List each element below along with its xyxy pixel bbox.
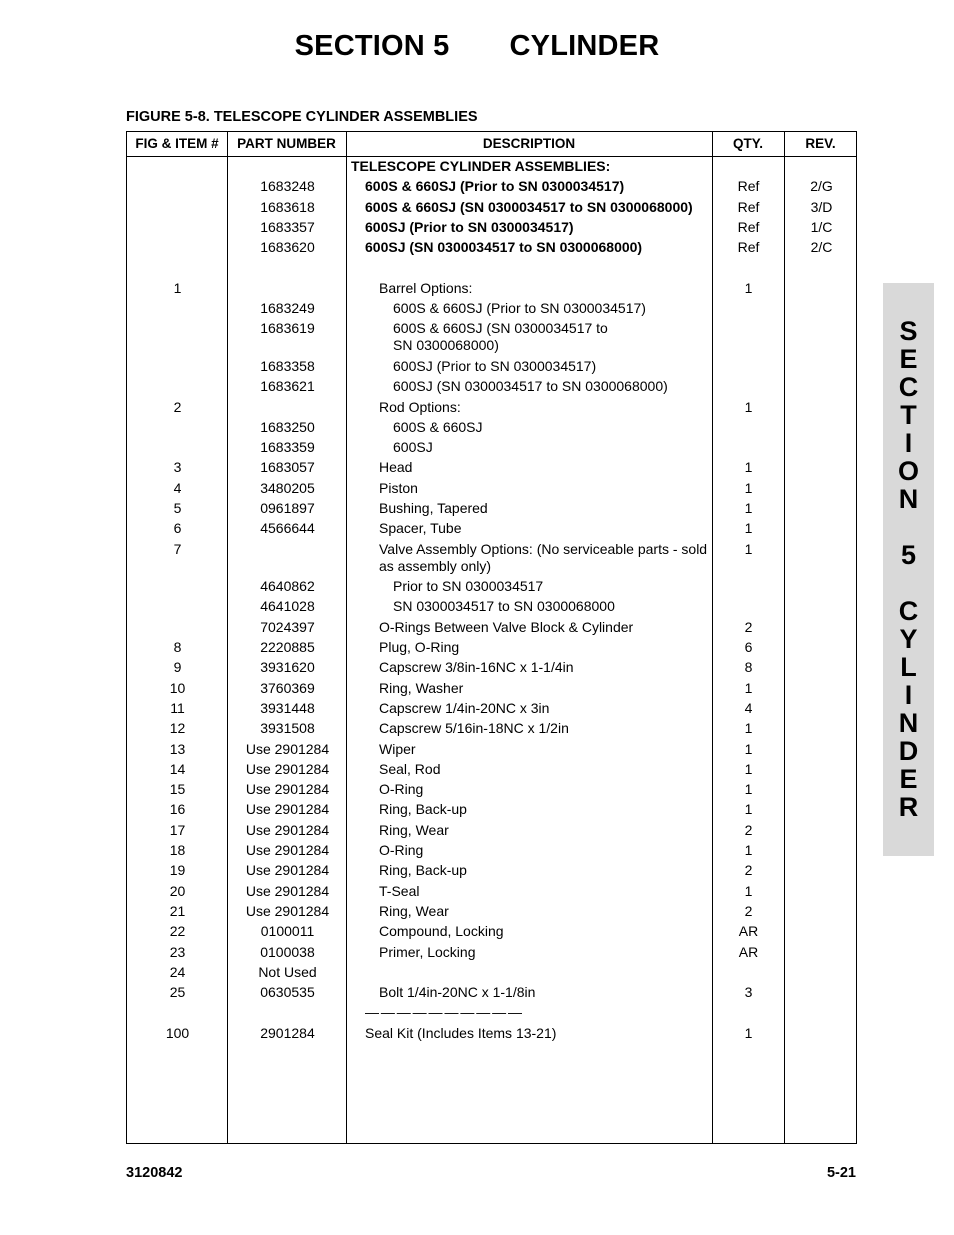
description-line: Ring, Back-up — [379, 862, 467, 879]
description-cell — [351, 219, 725, 236]
table-row — [127, 619, 856, 639]
description-cell — [351, 944, 739, 961]
part-number-cell: Use 2901284 — [245, 821, 330, 838]
col-header-fig: FIG & ITEM # — [135, 136, 219, 151]
qty-cell: 2 — [744, 821, 753, 838]
part-number-cell: Use 2901284 — [245, 740, 330, 757]
table-row — [127, 219, 856, 239]
description-line: Spacer, Tube — [379, 520, 462, 537]
side-tab-letter: E — [899, 764, 918, 794]
page-title — [0, 30, 954, 63]
qty-cell: 1 — [744, 842, 753, 858]
table-row — [127, 639, 856, 659]
qty-cell: AR — [738, 943, 759, 960]
part-number-cell: 3760369 — [260, 679, 315, 696]
table-row — [127, 700, 856, 720]
description-line: T-Seal — [379, 882, 420, 899]
rev-cell: 2/G — [810, 178, 833, 195]
table-row — [127, 358, 856, 378]
part-number-cell: 0961897 — [260, 500, 315, 516]
description-line: Capscrew 5/16in-18NC x 1/2in — [379, 720, 569, 737]
fig-item-cell: 18 — [169, 842, 186, 858]
part-number-cell: 0100011 — [260, 923, 315, 940]
description-cell — [351, 520, 739, 537]
description-line: 600S & 660SJ (SN 0300034517 to — [393, 320, 608, 337]
side-tab-letter: N — [898, 708, 919, 738]
fig-item-cell: 4 — [173, 479, 182, 496]
table-row — [127, 378, 856, 398]
table-row — [127, 480, 856, 500]
table-row — [127, 903, 856, 923]
fig-item-cell: 6 — [173, 520, 182, 537]
qty-cell: AR — [738, 923, 759, 940]
side-tab-letter: Y — [899, 624, 918, 654]
description-cell — [351, 239, 725, 256]
description-line: Capscrew 1/4in-20NC x 3in — [379, 699, 550, 716]
fig-item-cell: 16 — [169, 801, 186, 818]
qty-cell: Ref — [737, 218, 760, 235]
page-number: 5-21 — [826, 1165, 856, 1181]
qty-cell: 1 — [744, 479, 753, 496]
description-line: Ring, Wear — [379, 902, 449, 919]
description-cell — [351, 619, 739, 636]
side-tab-letter: S — [899, 316, 918, 346]
qty-cell: 1 — [744, 500, 753, 516]
rev-cell: 3/D — [810, 198, 833, 215]
side-tab-letter: 5 — [900, 540, 917, 570]
part-number-cell: Use 2901284 — [245, 882, 330, 899]
description-cell — [351, 741, 739, 758]
side-tab-letter: L — [900, 652, 917, 682]
parts-table — [126, 131, 857, 1144]
qty-cell: 1 — [744, 679, 753, 696]
fig-item-cell: 24 — [169, 963, 186, 980]
part-number-cell: Use 2901284 — [245, 801, 330, 818]
qty-cell: 1 — [744, 459, 753, 476]
table-row — [127, 822, 856, 842]
qty-cell: Ref — [737, 178, 760, 195]
part-number-cell: 1683620 — [260, 239, 315, 256]
part-number-cell: Use 2901284 — [245, 862, 330, 879]
part-number-cell: 1683358 — [260, 357, 315, 374]
qty-cell: 2 — [744, 862, 753, 879]
description-cell — [351, 578, 753, 595]
description-cell — [351, 659, 739, 676]
table-row — [127, 741, 856, 761]
description-line: 600SJ (Prior to SN 0300034517) — [393, 357, 597, 374]
description-line: Bolt 1/4in-20NC x 1-1/8in — [379, 984, 536, 1001]
table-row — [127, 178, 856, 198]
description-cell — [351, 280, 739, 297]
description-line: Compound, Locking — [379, 923, 504, 940]
description-line: Capscrew 3/8in-16NC x 1-1/4in — [379, 659, 574, 676]
table-row — [127, 944, 856, 964]
description-line: 600SJ — [393, 439, 433, 456]
table-row — [127, 280, 856, 300]
description-cell — [351, 822, 739, 839]
description-line: Piston — [379, 479, 418, 496]
description-cell — [351, 158, 711, 175]
description-line: SN 0300068000) — [393, 337, 499, 354]
part-number-cell: 0630535 — [260, 984, 315, 1001]
table-row — [127, 320, 856, 358]
table-row — [127, 419, 856, 439]
description-line: 600S & 660SJ (Prior to SN 0300034517) — [393, 300, 646, 317]
description-line: O-Rings Between Valve Block & Cylinder — [379, 618, 634, 635]
description-line: — — — — — — — — — — — [365, 1004, 522, 1021]
description-cell — [351, 1025, 725, 1042]
description-line: 600S & 660SJ — [393, 418, 483, 435]
description-line: Prior to SN 0300034517 — [393, 578, 544, 595]
description-cell — [351, 378, 753, 395]
table-row — [127, 862, 856, 882]
fig-item-cell: 14 — [169, 760, 186, 777]
description-cell — [351, 842, 739, 859]
description-line: Ring, Wear — [379, 821, 449, 838]
part-number-cell: Use 2901284 — [245, 842, 330, 858]
description-cell — [351, 1004, 725, 1021]
side-tab-letter: C — [898, 596, 919, 626]
description-line: 600SJ (Prior to SN 0300034517) — [365, 218, 574, 235]
description-line: Bushing, Tapered — [379, 500, 488, 516]
side-tab-letter: O — [897, 456, 919, 486]
part-number-cell: Use 2901284 — [245, 760, 330, 777]
qty-cell: 3 — [744, 984, 753, 1001]
description-cell — [351, 700, 739, 717]
part-number-cell: 1683621 — [260, 378, 315, 395]
description-line: TELESCOPE CYLINDER ASSEMBLIES: — [351, 158, 611, 174]
figure-title: FIGURE 5-8. TELESCOPE CYLINDER ASSEMBLIES — [126, 109, 478, 125]
description-cell — [351, 639, 739, 656]
part-number-cell: 4640862 — [260, 578, 315, 595]
side-tab-letter: E — [899, 344, 918, 374]
description-cell — [351, 761, 739, 778]
description-cell — [351, 883, 739, 900]
description-line: SN 0300034517 to SN 0300068000 — [393, 598, 615, 615]
part-number-cell: 1683619 — [260, 320, 315, 337]
table-row — [127, 801, 856, 821]
qty-cell: 2 — [744, 618, 753, 635]
table-row — [127, 598, 856, 618]
fig-item-cell: 25 — [169, 984, 186, 1001]
table-row — [127, 964, 856, 984]
description-cell — [351, 903, 739, 920]
part-number-cell: Not Used — [258, 963, 317, 980]
description-line: 600SJ (SN 0300034517 to SN 0300068000) — [393, 378, 668, 395]
description-line: O-Ring — [379, 781, 424, 798]
description-cell — [351, 399, 739, 416]
side-tab-letter: C — [898, 372, 919, 402]
fig-item-cell: 17 — [169, 821, 186, 838]
fig-item-cell: 3 — [173, 459, 182, 476]
description-line: Barrel Options: — [379, 279, 473, 296]
qty-cell: Ref — [737, 239, 760, 256]
part-number-cell: 1683618 — [260, 198, 315, 215]
table-row — [127, 520, 856, 540]
table-row — [127, 199, 856, 219]
fig-item-cell: 2 — [173, 398, 182, 415]
doc-number: 3120842 — [126, 1165, 183, 1181]
part-number-cell: Use 2901284 — [245, 902, 330, 919]
fig-item-cell: 5 — [173, 500, 182, 516]
description-line: Ring, Back-up — [379, 801, 467, 818]
table-row — [127, 842, 856, 862]
qty-cell: 4 — [744, 699, 753, 716]
description-cell — [351, 199, 725, 216]
qty-cell: 1 — [744, 1024, 753, 1041]
description-cell — [351, 320, 753, 354]
table-row — [127, 984, 856, 1004]
fig-item-cell: 8 — [173, 639, 182, 655]
part-number-cell: 7024397 — [260, 618, 315, 635]
description-line: O-Ring — [379, 842, 424, 858]
qty-cell: Ref — [737, 198, 760, 215]
description-line: Rod Options: — [379, 398, 461, 415]
table-row — [127, 923, 856, 943]
qty-cell: 1 — [744, 801, 753, 818]
table-row — [127, 399, 856, 419]
description-cell — [351, 300, 753, 317]
description-cell — [351, 419, 753, 436]
part-number-cell: 3480205 — [260, 479, 315, 496]
description-line: Ring, Washer — [379, 679, 464, 696]
fig-item-cell: 7 — [173, 540, 182, 557]
side-tab-letter: R — [898, 792, 919, 822]
qty-cell: 1 — [744, 740, 753, 757]
table-row — [127, 659, 856, 679]
qty-cell: 1 — [744, 540, 753, 557]
description-line: Head — [379, 459, 413, 476]
fig-item-cell: 21 — [169, 902, 186, 919]
table-row — [127, 578, 856, 598]
section-number: SECTION 5 — [294, 30, 450, 62]
fig-item-cell: 19 — [169, 862, 186, 879]
description-line: Seal Kit (Includes Items 13-21) — [365, 1024, 557, 1041]
description-line: 600S & 660SJ (SN 0300034517 to SN 0300068000) — [365, 198, 693, 215]
part-number-cell: 3931620 — [260, 659, 315, 676]
description-cell — [351, 781, 739, 798]
qty-cell: 2 — [744, 902, 753, 919]
section-side-tab — [883, 283, 934, 856]
side-tab-letter: N — [898, 484, 919, 514]
fig-item-cell: 15 — [169, 781, 186, 798]
table-row — [127, 781, 856, 801]
qty-cell: 8 — [744, 659, 753, 676]
fig-item-cell: 23 — [169, 943, 186, 960]
description-cell — [351, 801, 739, 818]
col-header-rev: REV. — [805, 136, 836, 151]
table-row — [127, 761, 856, 781]
fig-item-cell: 10 — [169, 679, 186, 696]
table-row — [127, 158, 856, 178]
table-row — [127, 1004, 856, 1024]
description-cell — [351, 459, 739, 476]
qty-cell: 1 — [744, 760, 753, 777]
rev-cell: 1/C — [810, 218, 833, 235]
description-cell — [351, 598, 753, 615]
description-line: Plug, O-Ring — [379, 639, 460, 655]
table-row — [127, 459, 856, 479]
side-tab-letter: I — [904, 680, 913, 710]
part-number-cell: 1683250 — [260, 418, 315, 435]
description-cell — [351, 439, 753, 456]
col-header-part: PART NUMBER — [237, 136, 336, 151]
table-row — [127, 680, 856, 700]
side-tab-letter: T — [900, 400, 917, 430]
fig-item-cell: 22 — [169, 923, 186, 940]
description-cell — [351, 923, 739, 940]
table-row — [127, 439, 856, 459]
description-line: Primer, Locking — [379, 943, 476, 960]
description-line: 600S & 660SJ (Prior to SN 0300034517) — [365, 178, 625, 195]
part-number-cell: 1683359 — [260, 439, 315, 456]
description-cell — [351, 680, 739, 697]
fig-item-cell: 1 — [173, 279, 182, 296]
description-cell — [351, 178, 725, 195]
description-cell — [351, 500, 739, 517]
table-row — [127, 883, 856, 903]
part-number-cell: 2220885 — [260, 639, 315, 655]
qty-cell: 1 — [744, 882, 753, 899]
section-name: CYLINDER — [509, 30, 660, 62]
qty-cell: 1 — [744, 279, 753, 296]
description-line: 600SJ (SN 0300034517 to SN 0300068000) — [365, 239, 643, 256]
description-cell — [351, 480, 739, 497]
fig-item-cell: 20 — [169, 882, 186, 899]
description-cell — [351, 358, 753, 375]
part-number-cell: 3931508 — [260, 720, 315, 737]
part-number-cell: 1683357 — [260, 218, 315, 235]
description-cell — [351, 720, 739, 737]
col-header-desc: DESCRIPTION — [482, 136, 576, 151]
description-cell — [351, 862, 739, 879]
table-row — [127, 1025, 856, 1045]
part-number-cell: 4641028 — [260, 598, 315, 615]
description-line: as assembly only) — [379, 557, 492, 574]
part-number-cell: 0100038 — [260, 943, 315, 960]
table-row — [127, 720, 856, 740]
fig-item-cell: 13 — [169, 740, 186, 757]
fig-item-cell: 11 — [170, 699, 185, 716]
table-row — [127, 300, 856, 320]
side-tab-letter: I — [904, 428, 913, 458]
description-cell — [351, 984, 739, 1001]
table-row — [127, 239, 856, 259]
description-cell — [351, 541, 739, 575]
part-number-cell: 3931448 — [260, 699, 315, 716]
qty-cell: 1 — [744, 398, 753, 415]
qty-cell: 1 — [744, 520, 753, 537]
rev-cell: 2/C — [810, 239, 833, 256]
part-number-cell: 2901284 — [260, 1024, 315, 1041]
fig-item-cell: 100 — [165, 1024, 190, 1041]
part-number-cell: 1683057 — [260, 459, 315, 476]
side-tab-letter: D — [898, 736, 919, 766]
description-line: Wiper — [379, 740, 416, 757]
fig-item-cell: 12 — [169, 720, 186, 737]
part-number-cell: 4566644 — [260, 520, 315, 537]
part-number-cell: 1683248 — [260, 178, 315, 195]
qty-cell: 6 — [744, 639, 753, 655]
qty-cell: 1 — [744, 720, 753, 737]
qty-cell: 1 — [744, 781, 753, 798]
table-row — [127, 500, 856, 520]
part-number-cell: 1683249 — [260, 300, 315, 317]
description-line: Seal, Rod — [379, 760, 441, 777]
description-line: Valve Assembly Options: (No serviceable parts - sold — [379, 540, 708, 557]
col-header-qty: QTY. — [732, 136, 763, 151]
table-row — [127, 541, 856, 579]
fig-item-cell: 9 — [173, 659, 182, 676]
part-number-cell: Use 2901284 — [245, 781, 330, 798]
